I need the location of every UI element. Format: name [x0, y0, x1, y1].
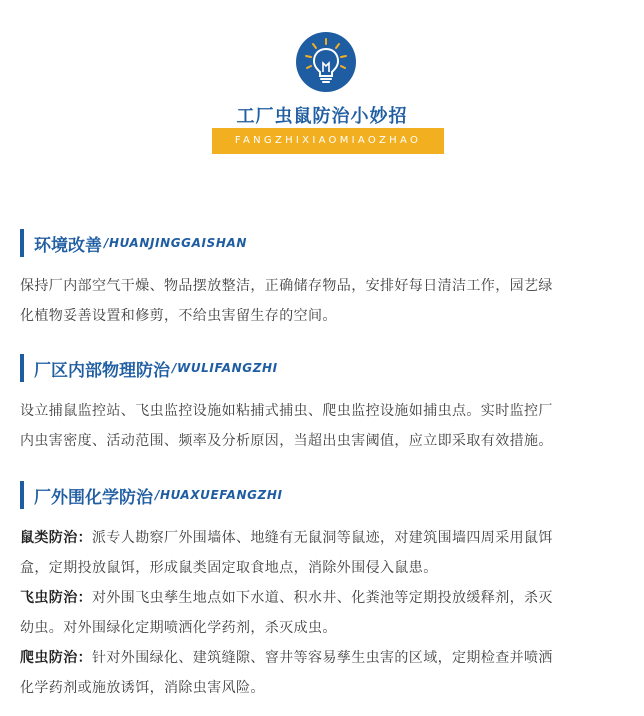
section-heading: [20, 481, 283, 509]
text-line: 幼虫。对外围绿化定期喷洒化学药剂，杀灭成虫。: [20, 620, 337, 636]
text-line: 飞虫防治：对外围飞虫孳生地点如下水道、积水井、化粪池等定期投放缓释剂，杀灭: [20, 590, 553, 606]
section-title-cn: 厂区内部物理防治: [34, 360, 170, 381]
paragraph: [20, 271, 632, 331]
paragraph-label: 鼠类防治：: [20, 530, 92, 546]
section-title-en: /WULIFANGZHI: [172, 361, 278, 375]
section-title-cn: 环境改善: [34, 235, 102, 256]
paragraph-label: 爬虫防治：: [20, 650, 92, 666]
paragraph: [20, 396, 632, 456]
text-line: 化植物妥善设置和修剪，不给虫害留生存的空间。: [20, 308, 337, 324]
text-line: 化学药剂或施放诱饵，消除虫害风险。: [20, 680, 265, 696]
text-line: 内虫害密度、活动范围、频率及分析原因，当超出虫害阈值，应立即采取有效措施。: [20, 433, 553, 449]
section-title-en: /HUAXUEFANGZHI: [155, 488, 283, 502]
text-line: 盒，定期投放鼠饵，形成鼠类固定取食地点，消除外围侵入鼠患。: [20, 560, 438, 576]
text-line: 爬虫防治：针对外围绿化、建筑缝隙、窨井等容易孳生虫害的区域，定期检查并喷洒: [20, 650, 553, 666]
text-line: 保持厂内部空气干燥、物品摆放整洁，正确储存物品，安排好每日清洁工作，园艺绿: [20, 278, 553, 294]
section-heading: [20, 354, 278, 382]
paragraph: [20, 523, 632, 703]
header-banner: [0, 0, 644, 170]
text-line: 鼠类防治：派专人勘察厂外围墙体、地缝有无鼠洞等鼠迹，对建筑围墙四周采用鼠饵: [20, 530, 553, 546]
section-title-cn: 厂外围化学防治: [34, 487, 153, 508]
text-line: 设立捕鼠监控站、飞虫监控设施如粘捕式捕虫、爬虫监控设施如捕虫点。实时监控厂: [20, 403, 553, 419]
section-heading: [20, 229, 247, 257]
subtitle-band: FANGZHIXIAOMIAOZHAO: [212, 128, 444, 154]
section-title-en: /HUANJINGGAISHAN: [104, 236, 248, 250]
page-title: 工厂虫鼠防治小妙招: [236, 106, 408, 127]
lightbulb-icon: [296, 32, 356, 92]
paragraph-label: 飞虫防治：: [20, 590, 92, 606]
